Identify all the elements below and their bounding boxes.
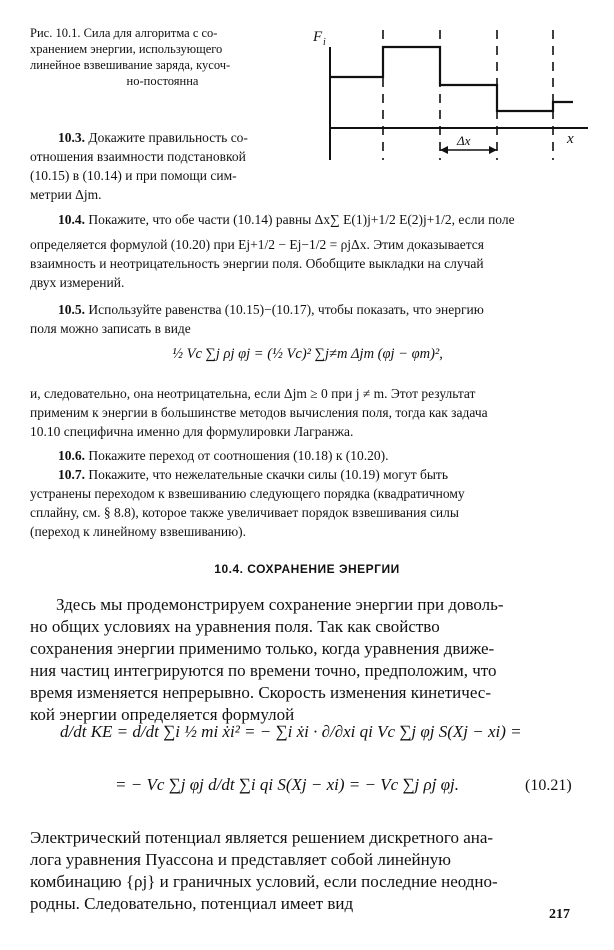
exercise-text: Покажите, что обе части (10.14) равны Δx∑ E(1)j+1/2 E(2)j+1/2, если поле	[88, 212, 515, 227]
dx-label: Δx	[457, 133, 471, 148]
exercise-text: Покажите переход от соотношения (10.18) к (10.20).	[88, 448, 389, 463]
caption-line: Рис. 10.1. Сила для алгоритма с со-	[30, 26, 218, 40]
paragraph-line: сохранения энергии применимо только, когда уравнения движе-	[30, 639, 495, 658]
formula-energy: ½ Vc ∑j ρj φj = (½ Vc)² ∑j≠m Δjm (φj − φm)²,	[172, 346, 443, 362]
caption-line: но-постоянна	[126, 74, 199, 88]
paragraph-line: Электрический потенциал является решением дискретного ана-	[30, 828, 494, 847]
exercise-10-7	[30, 465, 585, 541]
exercise-number: 10.4.	[58, 212, 85, 227]
y-axis-subscript: i	[323, 37, 326, 48]
x-axis-label: x	[567, 131, 574, 147]
force-steps	[330, 47, 573, 111]
exercise-10-5-after	[30, 384, 585, 441]
exercise-text: Докажите правильность со-	[88, 130, 248, 145]
paragraph-line: время изменяется непрерывно. Скорость изменения кинетичес-	[30, 683, 491, 702]
paragraph-line: кой энергии определяется формулой	[30, 705, 295, 724]
exercise-text: (переход к линейному взвешиванию).	[30, 524, 247, 539]
equation-line-2: = − Vc ∑j φj d/dt ∑i qi S(Xj − xi) = − Vc ∑j ρ̇j φj.	[115, 775, 460, 794]
paragraph-line: комбинацию {ρj} и граничных условий, если последние неодно-	[30, 872, 498, 891]
exercise-text: сплайну, см. § 8.8), которое также увеличивает порядок взвешивания силы	[30, 505, 459, 520]
exercise-text: и, следовательно, она неотрицательна, если Δjm ≥ 0 при j ≠ m. Этот результат	[30, 386, 476, 401]
exercise-text: отношения взаимности подстановкой	[30, 149, 246, 164]
exercise-text: применим к энергии в большинстве методов вычисления поля, тогда как задача	[30, 405, 488, 420]
caption-line: хранением энергии, использующего	[30, 42, 223, 56]
section-heading: 10.4. СОХРАНЕНИЕ ЭНЕРГИИ	[214, 562, 400, 576]
exercise-text: поля можно записать в виде	[30, 321, 191, 336]
caption-line: линейное взвешивание заряда, кусоч-	[30, 58, 231, 72]
exercise-number: 10.5.	[58, 302, 85, 317]
exercise-number: 10.3.	[58, 130, 85, 145]
exercise-number: 10.6.	[58, 448, 85, 463]
y-axis-label: F	[313, 29, 323, 45]
exercise-text: (10.15) в (10.14) и при помощи сим-	[30, 168, 237, 183]
exercise-text: определяется формулой (10.20) при Ej+1/2 − Ej−1/2 = ρjΔx. Этим доказывается	[30, 237, 485, 252]
paragraph-2	[30, 827, 585, 915]
exercise-10-4	[30, 210, 585, 292]
exercise-text: 10.10 специфична именно для формулировки Лагранжа.	[30, 424, 354, 439]
exercise-10-3	[58, 128, 298, 147]
exercise-10-5	[30, 300, 585, 338]
figure-caption	[30, 25, 295, 89]
paragraph-line: родны. Следовательно, потенциал имеет вид	[30, 894, 354, 913]
exercise-text: метрии Δjm.	[30, 187, 102, 202]
paragraph-line: лога уравнения Пуассона и представляет собой линейную	[30, 850, 451, 869]
exercise-number: 10.7.	[58, 467, 85, 482]
paragraph-line: Здесь мы продемонстрируем сохранение энергии при доволь-	[56, 595, 504, 614]
exercise-text: взаимность и неотрицательность энергии поля. Обобщите выкладки на случай	[30, 256, 484, 271]
paragraph-line: но общих условиях на уравнения поля. Так как свойство	[30, 617, 440, 636]
paragraph-1	[30, 594, 585, 726]
equation-number: (10.21)	[525, 777, 572, 794]
exercise-text: Используйте равенства (10.15)−(10.17), чтобы показать, что энергию	[88, 302, 484, 317]
exercise-10-6	[58, 446, 585, 465]
exercise-text: двух измерений.	[30, 275, 125, 290]
force-step-figure	[305, 25, 590, 165]
page-number: 217	[549, 907, 570, 922]
exercise-text: устранены переходом к взвешиванию следующего порядка (квадратичному	[30, 486, 465, 501]
equation-line-1: d/dt KE = d/dt ∑i ½ mi ẋi² = − ∑i ẋi · ∂/∂xi qi Vc ∑j φj S(Xj − xi) =	[60, 722, 522, 741]
exercise-10-3-cont	[30, 147, 298, 204]
paragraph-line: ния частиц интегрируются по времени точно, предположим, что	[30, 661, 497, 680]
exercise-text: Покажите, что нежелательные скачки силы (10.19) могут быть	[88, 467, 448, 482]
